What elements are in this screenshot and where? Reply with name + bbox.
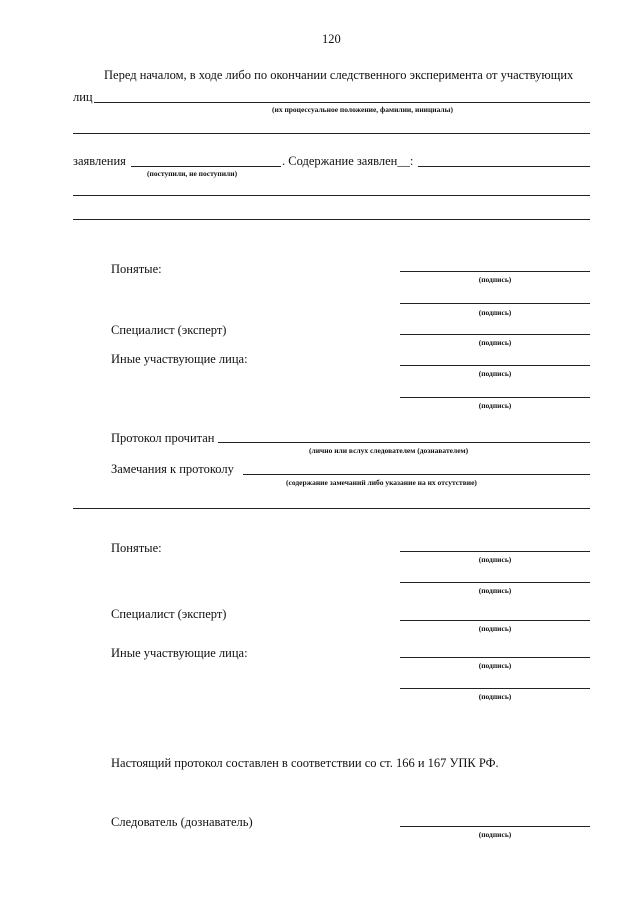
signature-caption-2d: (подпись) [478,661,512,670]
specialist-label-1: Специалист (эксперт) [111,323,227,337]
other-signature-line-2a[interactable] [400,657,590,658]
statements-field-line[interactable] [131,166,281,167]
statements-label: заявления [73,154,126,168]
witness-signature-line-1b[interactable] [400,303,590,304]
signature-caption-2b: (подпись) [478,586,512,595]
remarks-label: Замечания к протоколу [111,462,234,476]
signature-caption-1b: (подпись) [478,308,512,317]
investigator-signature-caption: (подпись) [478,830,512,839]
participants-caption: (их процессуальное положение, фамилии, инициалы) [272,105,453,114]
statements-content-line-3[interactable] [73,219,590,220]
witness-signature-line-2b[interactable] [400,582,590,583]
signature-caption-1a: (подпись) [478,275,512,284]
remarks-caption: (содержание замечаний либо указание на их отсутствие) [286,478,477,487]
protocol-read-caption: (лично или вслух следователем (дознавателем) [309,446,469,455]
statements-content-label: . Содержание заявлен__: [282,154,414,168]
remarks-line[interactable] [243,474,590,475]
signature-caption-1d: (подпись) [478,369,512,378]
other-participants-label-2: Иные участвующие лица: [111,646,248,660]
statements-content-line-2[interactable] [73,195,590,196]
investigator-signature-line[interactable] [400,826,590,827]
signature-caption-1e: (подпись) [478,401,512,410]
specialist-signature-line-2[interactable] [400,620,590,621]
other-signature-line-1b[interactable] [400,397,590,398]
participants-label: лиц [73,90,93,104]
protocol-read-label: Протокол прочитан [111,431,215,445]
other-signature-line-1a[interactable] [400,365,590,366]
page-number: 120 [322,32,341,46]
specialist-label-2: Специалист (эксперт) [111,607,227,621]
witnesses-label-1: Понятые: [111,262,162,276]
signature-caption-1c: (подпись) [478,338,512,347]
protocol-read-line[interactable] [218,442,590,443]
other-participants-label-1: Иные участвующие лица: [111,352,248,366]
participants-field-line-2[interactable] [73,133,590,134]
witness-signature-line-1a[interactable] [400,271,590,272]
other-signature-line-2b[interactable] [400,688,590,689]
signature-caption-2a: (подпись) [478,555,512,564]
participants-field-line[interactable] [94,102,590,103]
remarks-line-2[interactable] [73,508,590,509]
signature-caption-2e: (подпись) [478,692,512,701]
investigator-label: Следователь (дознаватель) [111,815,253,829]
compliance-statement: Настоящий протокол составлен в соответствии со ст. 166 и 167 УПК РФ. [111,756,499,770]
statements-caption: (поступили, не поступили) [147,169,238,178]
statements-content-line[interactable] [418,166,590,167]
witnesses-label-2: Понятые: [111,541,162,555]
signature-caption-2c: (подпись) [478,624,512,633]
intro-line-1: Перед началом, в ходе либо по окончании следственного эксперимента от участвующих [104,68,574,82]
specialist-signature-line-1[interactable] [400,334,590,335]
witness-signature-line-2a[interactable] [400,551,590,552]
